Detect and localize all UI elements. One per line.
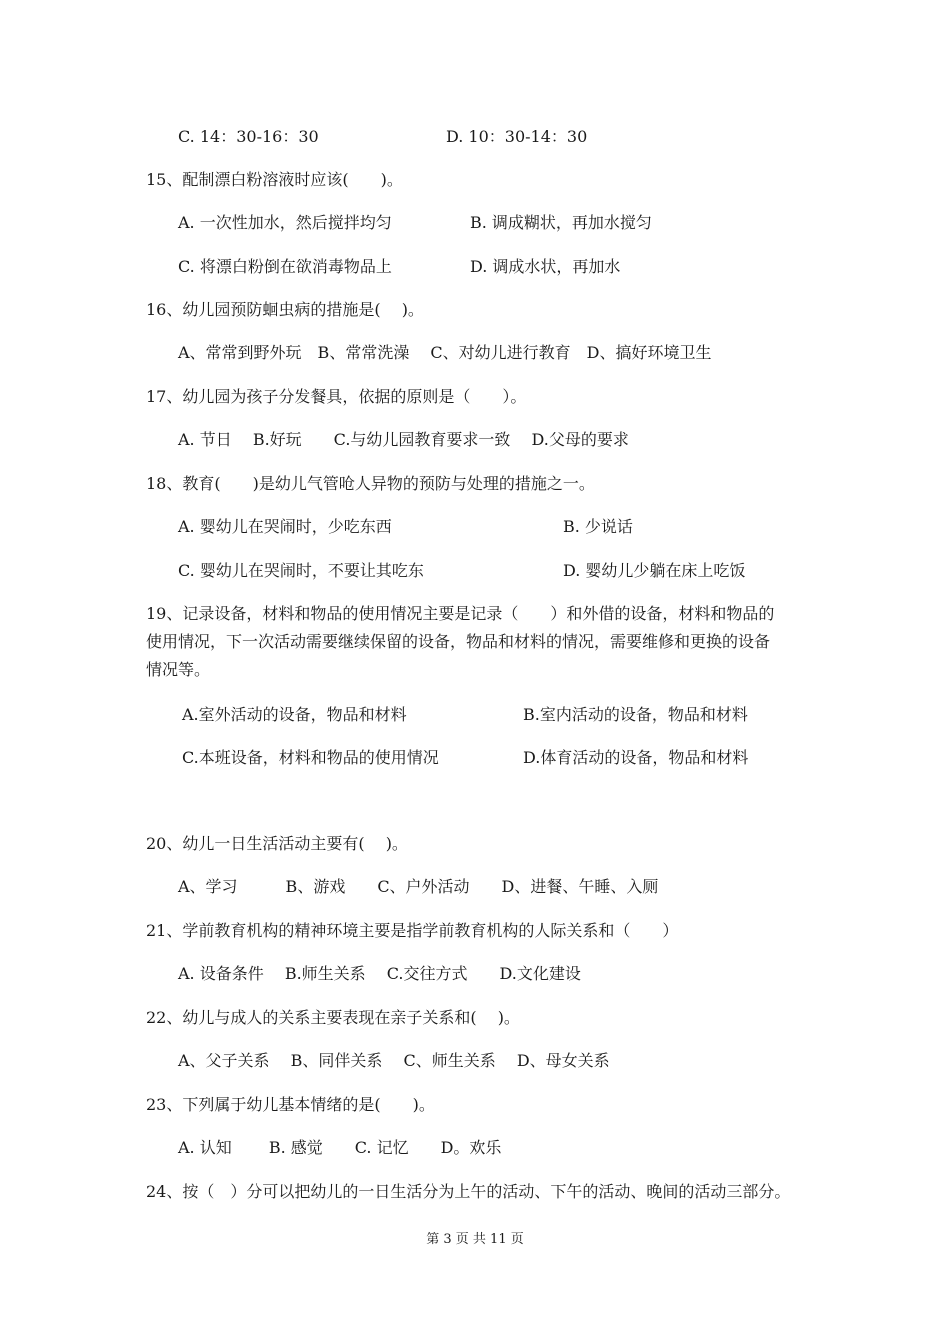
q21-stem: 21、学前教育机构的精神环境主要是指学前教育机构的人际关系和（ ） (146, 921, 679, 940)
q15-option-d: D. 调成水状，再加水 (470, 257, 621, 276)
q16-stem: 16、幼儿园预防蛔虫病的措施是( )。 (146, 300, 424, 319)
q19-stem-line1: 19、记录设备，材料和物品的使用情况主要是记录（ ）和外借的设备，材料和物品的 (146, 604, 775, 623)
q19-option-b: B.室内活动的设备，物品和材料 (523, 705, 748, 724)
q20-stem: 20、幼儿一日生活活动主要有( )。 (146, 834, 408, 853)
q14-option-c: C. 14：30-16：30 (178, 127, 319, 146)
q18-option-d: D. 婴幼儿少躺在床上吃饭 (563, 561, 746, 580)
q19-option-d: D.体育活动的设备，物品和材料 (523, 748, 749, 767)
q18-option-b: B. 少说话 (563, 517, 633, 536)
q21-options: A. 设备条件 B.师生关系 C.交往方式 D.文化建设 (178, 964, 581, 983)
q24-stem: 24、按（ ）分可以把幼儿的一日生活分为上午的活动、下午的活动、晚间的活动三部分。 (146, 1182, 791, 1201)
q19-option-a: A.室外活动的设备，物品和材料 (182, 705, 407, 724)
q18-option-a: A. 婴幼儿在哭闹时，少吃东西 (178, 517, 392, 536)
q22-stem: 22、幼儿与成人的关系主要表现在亲子关系和( )。 (146, 1008, 520, 1027)
q18-stem: 18、教育( )是幼儿气管呛人异物的预防与处理的措施之一。 (146, 474, 595, 493)
q22-options: A、父子关系 B、同伴关系 C、师生关系 D、母女关系 (178, 1051, 610, 1070)
q23-options: A. 认知 B. 感觉 C. 记忆 D。欢乐 (178, 1138, 502, 1157)
q15-option-a: A. 一次性加水，然后搅拌均匀 (178, 213, 392, 232)
q20-options: A、学习 B、游戏 C、户外活动 D、进餐、午睡、入厕 (178, 877, 659, 896)
q23-stem: 23、下列属于幼儿基本情绪的是( )。 (146, 1095, 435, 1114)
q15-stem: 15、配制漂白粉溶液时应该( )。 (146, 170, 403, 189)
q15-option-c: C. 将漂白粉倒在欲消毒物品上 (178, 257, 392, 276)
q19-stem-line2: 使用情况，下一次活动需要继续保留的设备，物品和材料的情况，需要维修和更换的设备 (146, 632, 771, 651)
q17-options: A. 节日 B.好玩 C.与幼儿园教育要求一致 D.父母的要求 (178, 430, 629, 449)
q19-option-c: C.本班设备，材料和物品的使用情况 (182, 748, 439, 767)
q16-options: A、常常到野外玩 B、常常洗澡 C、对幼儿进行教育 D、搞好环境卫生 (178, 343, 712, 362)
q17-stem: 17、幼儿园为孩子分发餐具，依据的原则是（ ）。 (146, 387, 527, 406)
q18-option-c: C. 婴幼儿在哭闹时，不要让其吃东 (178, 561, 424, 580)
q15-option-b: B. 调成糊状，再加水搅匀 (470, 213, 652, 232)
q14-option-d: D. 10：30-14：30 (446, 127, 588, 146)
q19-stem-line3: 情况等。 (146, 660, 211, 679)
page-footer: 第 3 页 共 11 页 (426, 1232, 524, 1247)
